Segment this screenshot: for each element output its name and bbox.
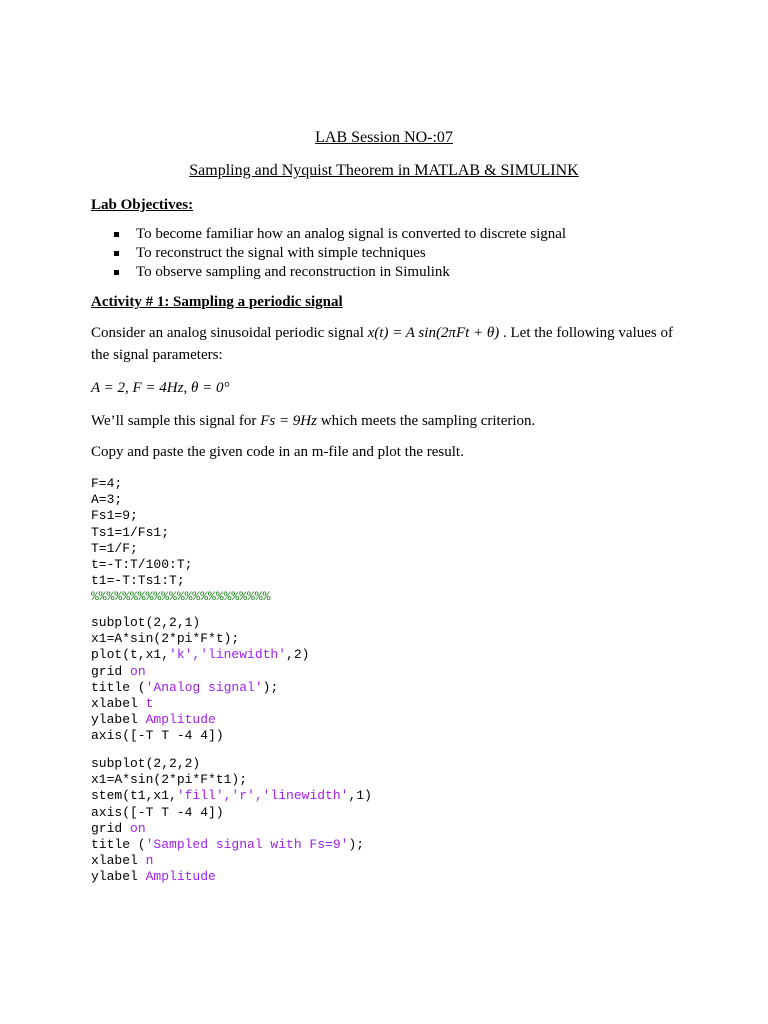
code-line: axis([-T T -4 4]) bbox=[91, 728, 224, 744]
signal-parameters: A = 2, F = 4Hz, θ = 0° bbox=[91, 380, 230, 396]
code-line: grid on bbox=[91, 820, 146, 836]
code-line: xlabel n bbox=[91, 853, 154, 869]
instruction-paragraph: Copy and paste the given code in an m-file and plot the result. bbox=[91, 444, 464, 460]
code-line: A=3; bbox=[91, 492, 123, 508]
code-line: t1=-T:Ts1:T; bbox=[91, 573, 185, 589]
code-line: title ('Analog signal'); bbox=[91, 679, 279, 695]
sampling-text-tail: which meets the sampling criterion. bbox=[316, 413, 536, 429]
code-block-sampled bbox=[91, 756, 372, 886]
code-block-setup bbox=[91, 476, 270, 606]
code-block-analog bbox=[91, 615, 309, 745]
objectives-list bbox=[112, 225, 566, 282]
session-title: LAB Session NO-:07 bbox=[315, 129, 453, 146]
intro-text-tail: . Let the following values of bbox=[499, 325, 673, 341]
objective-item: To observe sampling and reconstruction in Simulink bbox=[112, 263, 566, 282]
code-line: Ts1=1/Fs1; bbox=[91, 524, 170, 540]
objectives-heading: Lab Objectives: bbox=[91, 197, 194, 213]
code-line: x1=A*sin(2*pi*F*t1); bbox=[91, 772, 248, 788]
intro-text: Consider an analog sinusoidal periodic signal bbox=[91, 325, 368, 341]
code-line: Fs1=9; bbox=[91, 508, 138, 524]
code-line: t=-T:T/100:T; bbox=[91, 556, 193, 572]
code-line: F=4; bbox=[91, 476, 123, 491]
intro-paragraph bbox=[91, 325, 673, 342]
intro-paragraph-line2: the signal parameters: bbox=[91, 347, 223, 363]
code-comment-line: %%%%%%%%%%%%%%%%%%%%%%% bbox=[91, 589, 271, 605]
lab-subtitle: Sampling and Nyquist Theorem in MATLAB & SIMULINK bbox=[189, 162, 579, 179]
activity-heading: Activity # 1: Sampling a periodic signal bbox=[91, 294, 343, 310]
sampling-text: We’ll sample this signal for bbox=[91, 413, 261, 429]
code-line: title ('Sampled signal with Fs=9'); bbox=[91, 836, 365, 852]
code-line: subplot(2,2,2) bbox=[91, 756, 201, 771]
sampling-frequency: Fs = 9Hz bbox=[260, 413, 317, 429]
code-line: plot(t,x1,'k','linewidth',2) bbox=[91, 647, 310, 663]
code-line: T=1/F; bbox=[91, 540, 138, 556]
code-line: xlabel t bbox=[91, 695, 154, 711]
objective-item: To reconstruct the signal with simple techniques bbox=[112, 244, 566, 263]
code-line: axis([-T T -4 4]) bbox=[91, 804, 224, 820]
objective-item: To become familiar how an analog signal is converted to discrete signal bbox=[112, 225, 566, 244]
signal-formula: x(t) = A sin(2πFt + θ) bbox=[367, 325, 500, 341]
code-line: ylabel Amplitude bbox=[91, 869, 216, 885]
code-line: x1=A*sin(2*pi*F*t); bbox=[91, 631, 240, 647]
code-line: stem(t1,x1,'fill','r','linewidth',1) bbox=[91, 788, 372, 804]
code-line: subplot(2,2,1) bbox=[91, 615, 201, 630]
code-line: grid on bbox=[91, 663, 146, 679]
code-line: ylabel Amplitude bbox=[91, 712, 216, 728]
sampling-paragraph bbox=[91, 413, 535, 430]
